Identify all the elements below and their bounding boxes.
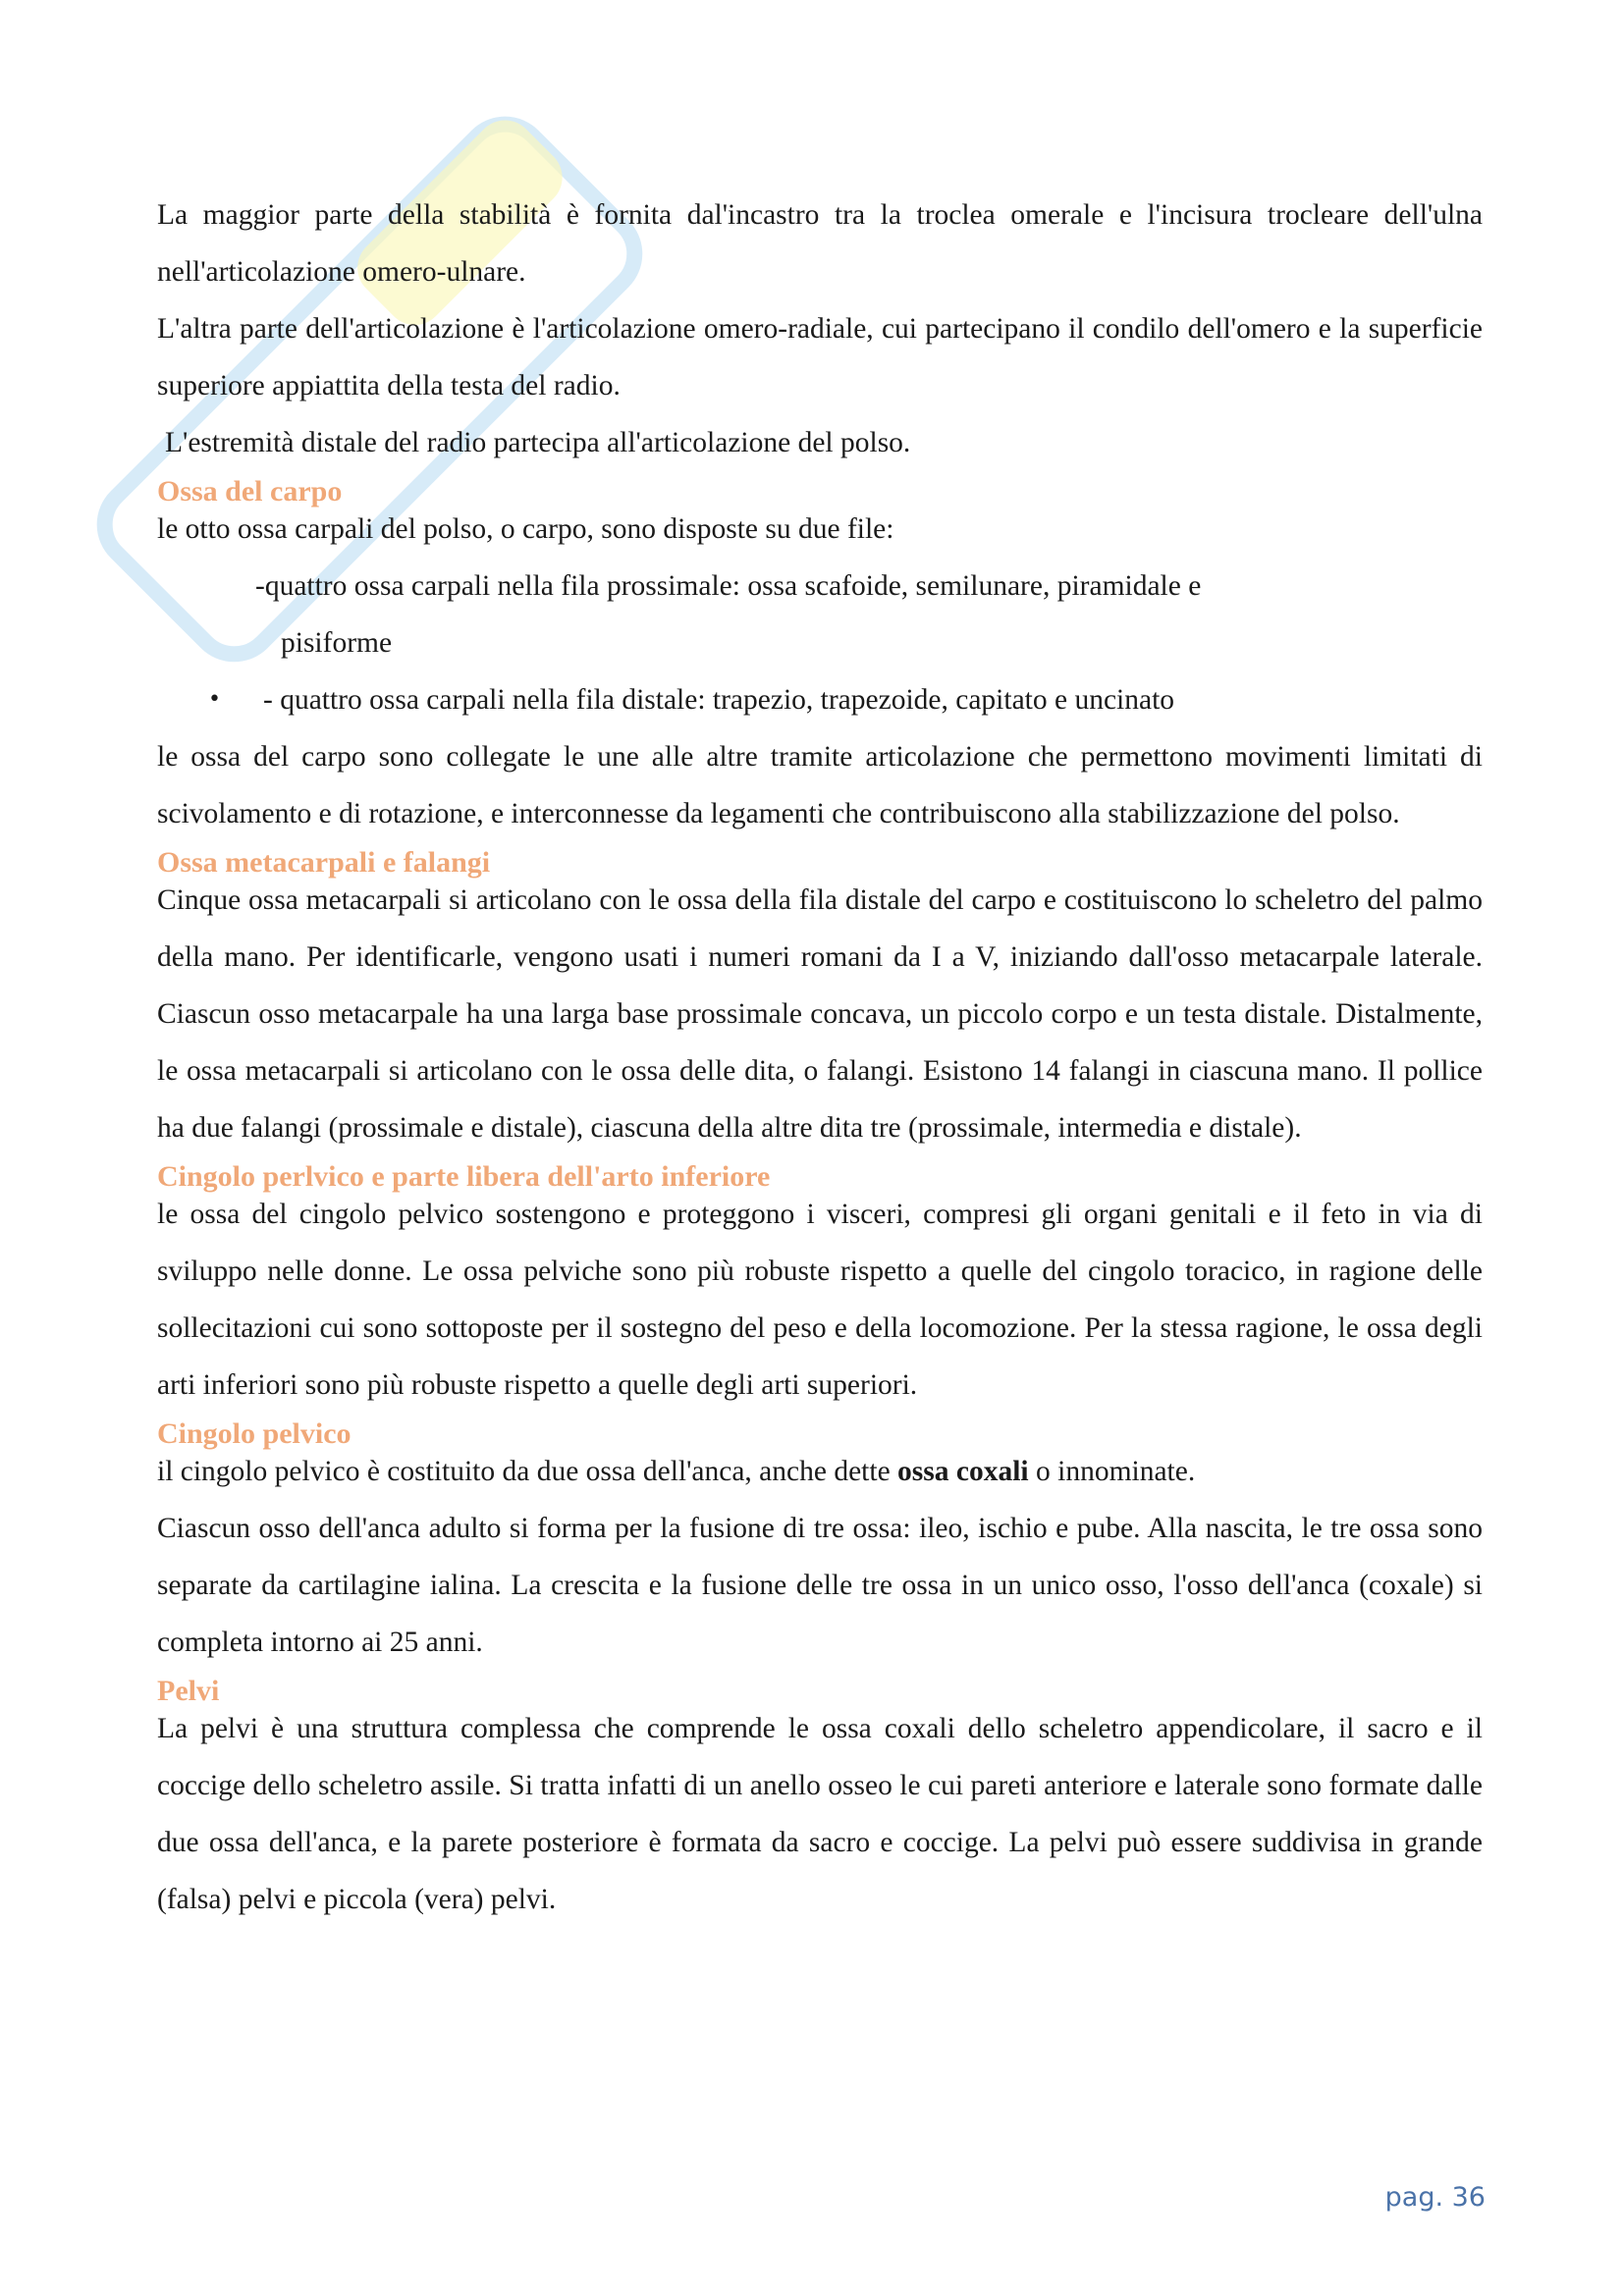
paragraph-stabilita: La maggior parte della stabilità è fornita dal'incastro tra la troclea omerale e l'incisura trocleare dell'ulna nell'articolazione omero-ulnare.	[157, 199, 1483, 288]
term-ossa-coxali: ossa coxali	[897, 1456, 1029, 1487]
carpo-item1-line1: -quattro ossa carpali nella fila prossimale: ossa scafoide, semilunare, piramidale e	[255, 570, 1202, 602]
bullet-icon: •	[208, 687, 221, 712]
cingolo-intro	[157, 1453, 1483, 1490]
cingolo-line-before: il cingolo pelvico è costituito da due ossa dell'anca, anche dette	[157, 1456, 891, 1487]
heading-metacarpali: Ossa metacarpali e falangi	[157, 846, 491, 879]
heading-ossa-carpo: Ossa del carpo	[157, 475, 343, 507]
metacarpali-body: Cinque ossa metacarpali si articolano con le ossa della fila distale del carpo e costituiscono lo scheletro del palmo della mano. Per identificarle, vengono usati i numeri romani da I a V, iniziando dall'osso metacarpale laterale. Ciascun osso metacarpale ha una larga base prossimale concava, un piccolo corpo e un testa distale. Distalmente, le ossa metacarpali si articolano con le ossa delle dita, o falangi. Esistono 14 falangi in ciascuna mano. Il pollice ha due falangi (prossimale e distale), ciascuna della altre dita tre (prossimale, intermedia e distale).	[157, 884, 1483, 1144]
heading-cingolo-pelvico: Cingolo pelvico	[157, 1417, 352, 1450]
carpo-item1-line2: pisiforme	[281, 627, 393, 659]
paragraph-estremita-distale: L'estremità distale del radio partecipa all'articolazione del polso.	[165, 427, 911, 458]
pelvi-body: La pelvi è una struttura complessa che comprende le ossa coxali dello scheletro appendicolare, il sacro e il coccige dello scheletro assile. Si tratta infatti di un anello osseo le cui pareti anteriore e laterale sono formate dalle due ossa dell'anca, e la parete posteriore è formata da sacro e coccige. La pelvi può essere suddivisa in grande (falsa) pelvi e piccola (vera) pelvi.	[157, 1713, 1483, 1915]
heading-arto-inferiore: Cingolo perlvico e parte libera dell'arto inferiore	[157, 1160, 771, 1193]
carpo-item2-text: - quattro ossa carpali nella fila distale: trapezio, trapezoide, capitato e uncinato	[263, 684, 1175, 716]
carpo-list-item-prossimale	[157, 558, 1483, 671]
carpo-intro: le otto ossa carpali del polso, o carpo, sono disposte su due file:	[157, 513, 894, 545]
carpo-list-item-distale	[157, 671, 1483, 728]
heading-pelvi: Pelvi	[157, 1675, 220, 1707]
cingolo-line-after: o innominate.	[1036, 1456, 1196, 1487]
page-content	[157, 187, 1483, 1928]
paragraph-omero-radiale: L'altra parte dell'articolazione è l'articolazione omero-radiale, cui partecipano il condilo dell'omero e la superficie superiore appiattita della testa del radio.	[157, 313, 1483, 401]
page-number: pag. 36	[1384, 2182, 1486, 2213]
cingolo-body: Ciascun osso dell'anca adulto si forma per la fusione di tre ossa: ileo, ischio e pube. Alla nascita, le tre ossa sono separate da cartilagine ialina. La crescita e la fusione delle tre ossa in un unico osso, l'osso dell'anca (coxale) si completa intorno ai 25 anni.	[157, 1513, 1483, 1658]
arto-inferiore-body: le ossa del cingolo pelvico sostengono e proteggono i visceri, compresi gli organi genitali e il feto in via di sviluppo nelle donne. Le ossa pelviche sono più robuste rispetto a quelle del cingolo toracico, in ragione delle sollecitazioni cui sono sottoposte per il sostegno del peso e della locomozione. Per la stessa ragione, le ossa degli arti inferiori sono più robuste rispetto a quelle degli arti superiori.	[157, 1199, 1483, 1401]
carpo-body: le ossa del carpo sono collegate le une alle altre tramite articolazione che permettono movimenti limitati di scivolamento e di rotazione, e interconnesse da legamenti che contribuiscono alla stabilizzazione del polso.	[157, 741, 1483, 829]
